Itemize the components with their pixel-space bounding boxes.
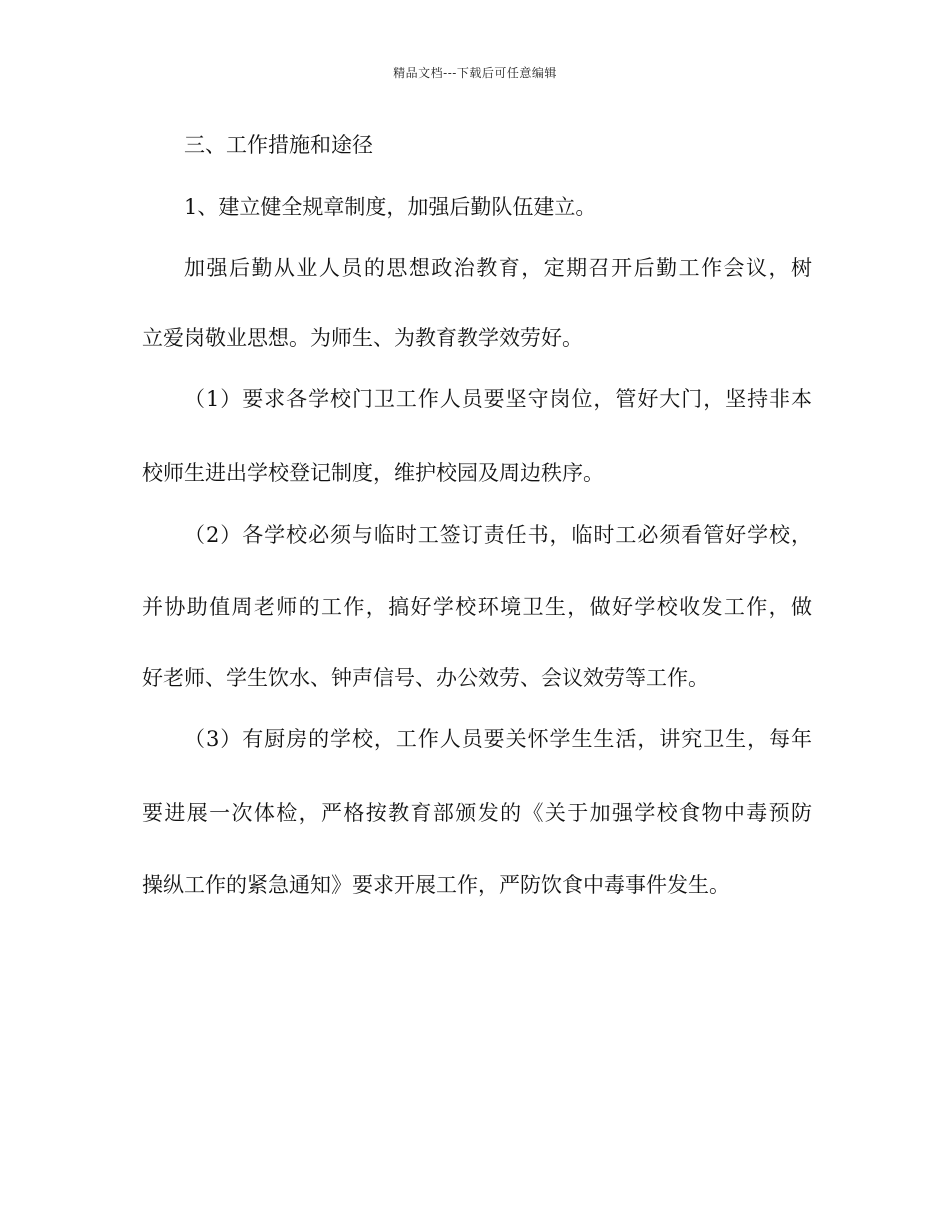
section-heading: 三、工作措施和途径 [184, 133, 373, 157]
item-heading: 1、建立健全规章制度，加强后勤队伍建立。 [184, 195, 597, 219]
paragraph-line: 好老师、学生饮水、钟声信号、办公效劳、会议效劳等工作。 [142, 666, 709, 690]
paragraph-line: （3）有厨房的学校，工作人员要关怀学生生活，讲究卫生，每年 [184, 727, 812, 751]
paragraph-line: （2）各学校必须与临时工签订责任书，临时工必须看管好学校， [184, 523, 812, 547]
paragraph-line: 加强后勤从业人员的思想政治教育，定期召开后勤工作会议，树 [184, 256, 812, 280]
paragraph-line: 并协助值周老师的工作，搞好学校环境卫生，做好学校收发工作，做 [142, 595, 812, 619]
paragraph-line: 操纵工作的紧急通知》要求开展工作，严防饮食中毒事件发生。 [142, 873, 730, 897]
paragraph-line: 立爱岗敬业思想。为师生、为教育教学效劳好。 [142, 326, 583, 350]
paragraph-line: 校师生进出学校登记制度，维护校园及周边秩序。 [142, 461, 604, 485]
paragraph-line: 要进展一次体检，严格按教育部颁发的《关于加强学校食物中毒预防 [142, 801, 812, 825]
paragraph-line: （1）要求各学校门卫工作人员要坚守岗位，管好大门，坚持非本 [184, 387, 812, 411]
header-note: 精品文档---下载后可任意编辑 [393, 66, 557, 80]
